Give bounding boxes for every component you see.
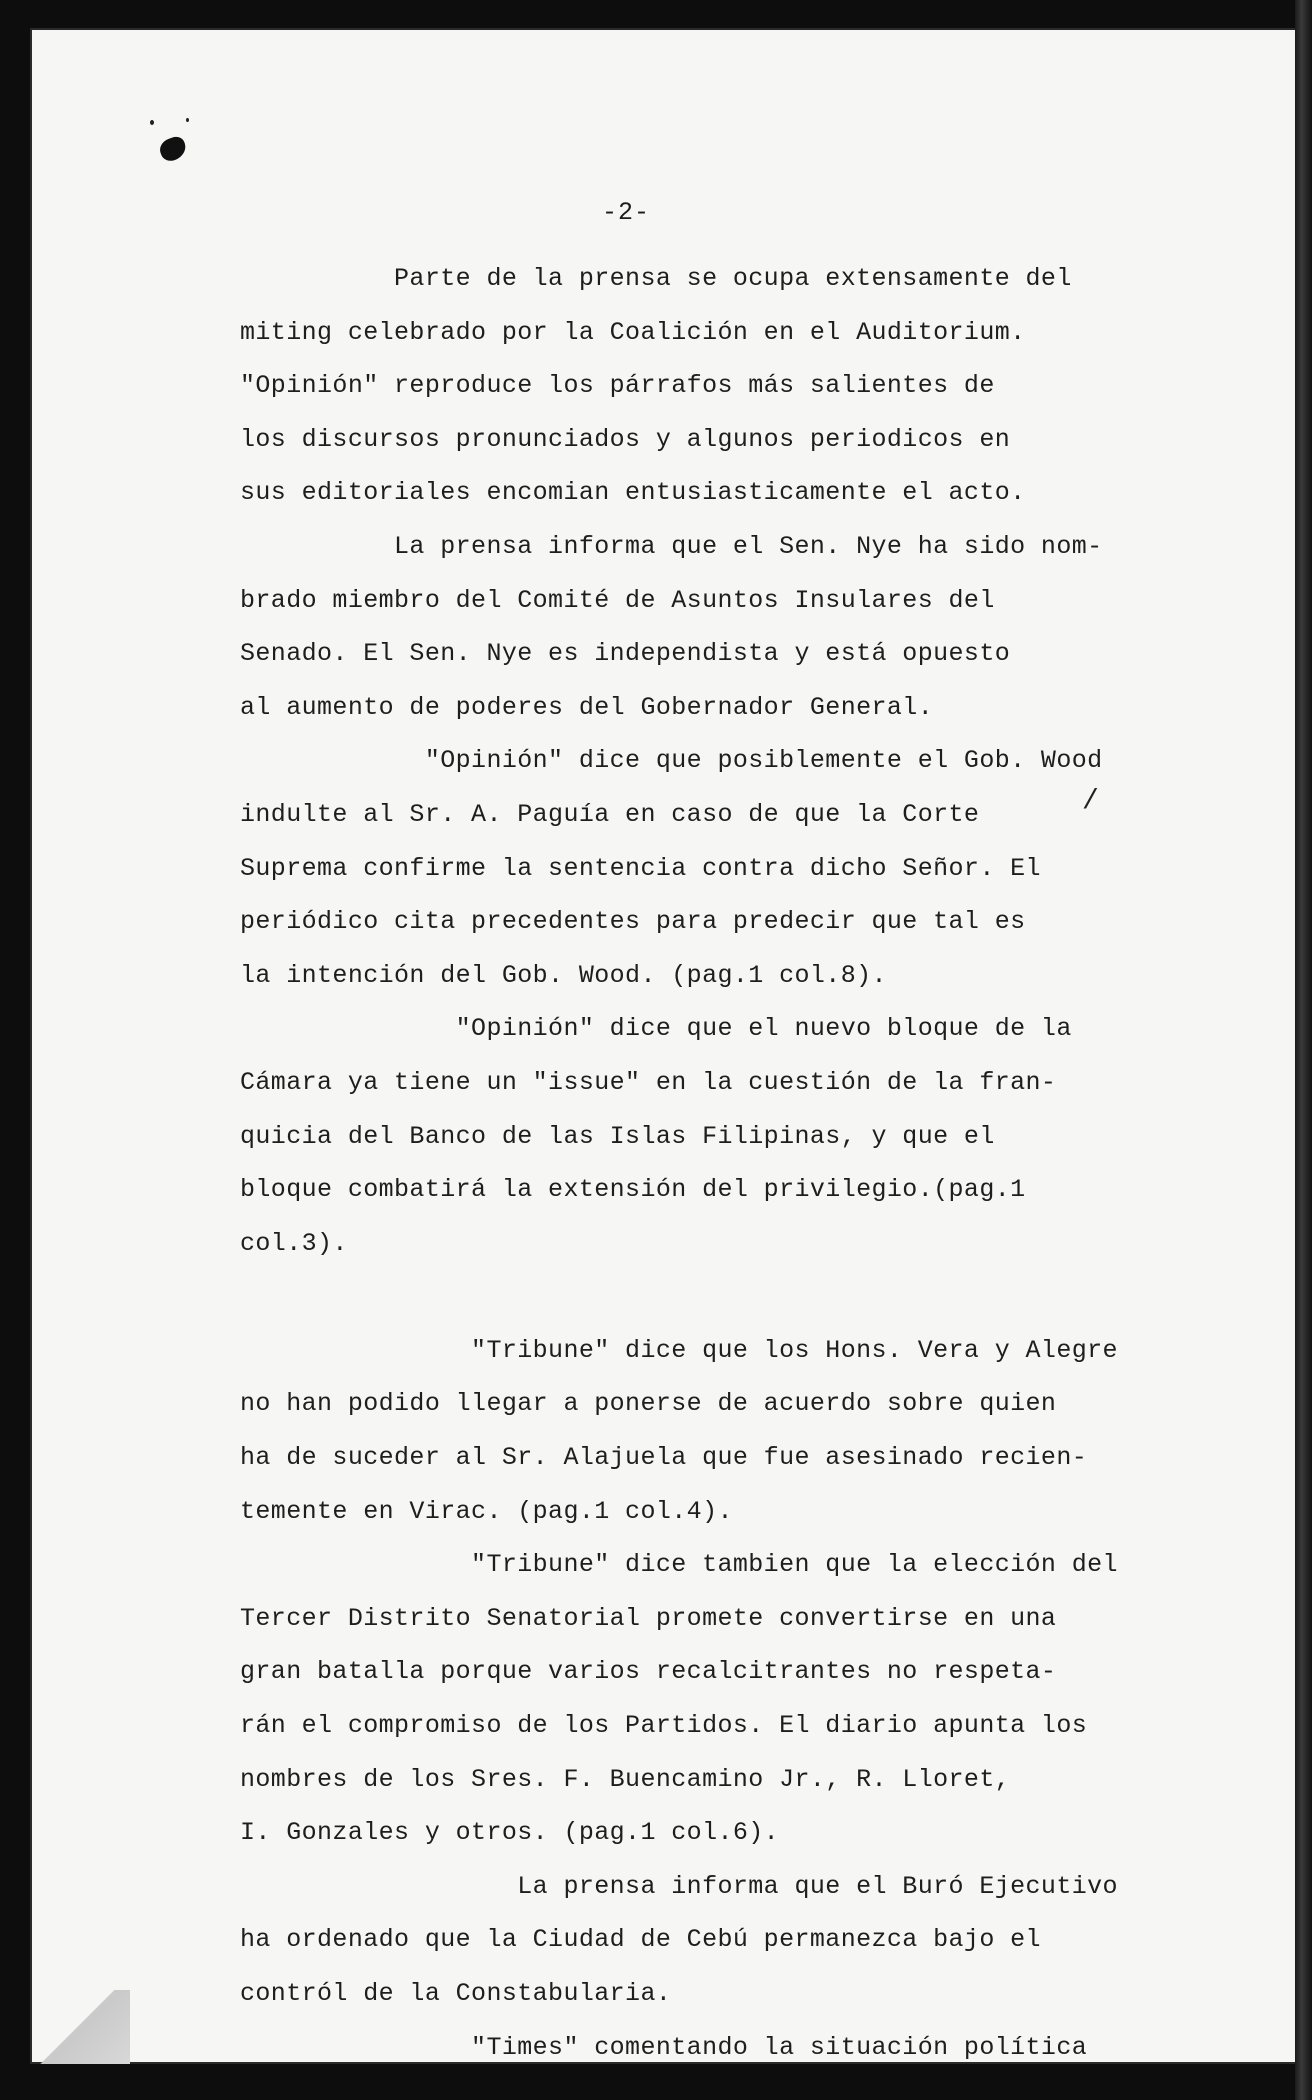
ink-speck	[150, 120, 154, 125]
text-line: al aumento de poderes del Gobernador General.	[240, 692, 934, 722]
margin-pencil-mark: /	[1082, 786, 1099, 817]
text-line: "Tribune" dice que los Hons. Vera y Alegre	[240, 1335, 1118, 1365]
text-line: contról de la Constabularia.	[240, 1979, 672, 2008]
page-number: -2-	[602, 198, 651, 227]
typed-text-body	[240, 252, 1120, 2074]
text-line: bloque combatirá la extensión del privilegio.(pag.1	[240, 1175, 1026, 1205]
text-line: quicia del Banco de las Islas Filipinas, y que el	[240, 1121, 995, 1151]
text-line: La prensa informa que el Buró Ejecutivo	[240, 1871, 1118, 1901]
text-line: Senado. El Sen. Nye es independista y está opuesto	[240, 639, 1011, 669]
text-line: Parte de la prensa se ocupa extensamente del	[240, 264, 1072, 293]
text-line: Suprema confirme la sentencia contra dicho Señor. El	[240, 853, 1041, 883]
text-line: "Opinión" dice que posiblemente el Gob. Wood	[240, 746, 1103, 776]
text-line: "Opinión" dice que el nuevo bloque de la	[240, 1014, 1072, 1044]
text-line: nombres de los Sres. F. Buencamino Jr., R. Lloret,	[240, 1764, 1011, 1794]
text-line: col.3).	[240, 1228, 348, 1258]
text-line: la intención del Gob. Wood. (pag.1 col.8).	[240, 960, 887, 990]
text-line: La prensa informa que el Sen. Nye ha sido nom-	[240, 531, 1103, 561]
text-line: periódico cita precedentes para predecir que tal es	[240, 907, 1026, 937]
text-line: "Opinión" reproduce los párrafos más salientes de	[240, 371, 995, 401]
text-line: brado miembro del Comité de Asuntos Insulares del	[240, 585, 995, 615]
text-line: I. Gonzales y otros. (pag.1 col.6).	[240, 1818, 780, 1848]
text-line: ha ordenado que la Ciudad de Cebú permanezca bajo el	[240, 1925, 1041, 1955]
text-line: "Tribune" dice tambien que la elección del	[240, 1550, 1118, 1580]
text-line: indulte al Sr. A. Paguía en caso de que la Corte	[240, 799, 980, 829]
text-line: Cámara ya tiene un "issue" en la cuestión de la fran-	[240, 1067, 1057, 1097]
text-line: Tercer Distrito Senatorial promete convertirse en una	[240, 1603, 1057, 1633]
ink-speck	[186, 118, 189, 122]
text-line: temente en Virac. (pag.1 col.4).	[240, 1496, 733, 1526]
text-line: no han podido llegar a ponerse de acuerdo sobre quien	[240, 1389, 1057, 1419]
text-line	[240, 1270, 1120, 1324]
text-line: "Times" comentando la situación política	[240, 2032, 1088, 2062]
text-line: los discursos pronunciados y algunos periodicos en	[240, 424, 1011, 454]
page-edge	[1295, 0, 1312, 2100]
text-line: rán el compromiso de los Partidos. El diario apunta los	[240, 1711, 1088, 1741]
text-line: ha de suceder al Sr. Alajuela que fue asesinado recien-	[240, 1443, 1088, 1473]
folded-corner	[30, 1990, 130, 2064]
text-line: gran batalla porque varios recalcitrantes no respeta-	[240, 1657, 1057, 1687]
text-line: sus editoriales encomian entusiasticamente el acto.	[240, 478, 1026, 508]
text-line: miting celebrado por la Coalición en el Auditorium.	[240, 317, 1026, 347]
